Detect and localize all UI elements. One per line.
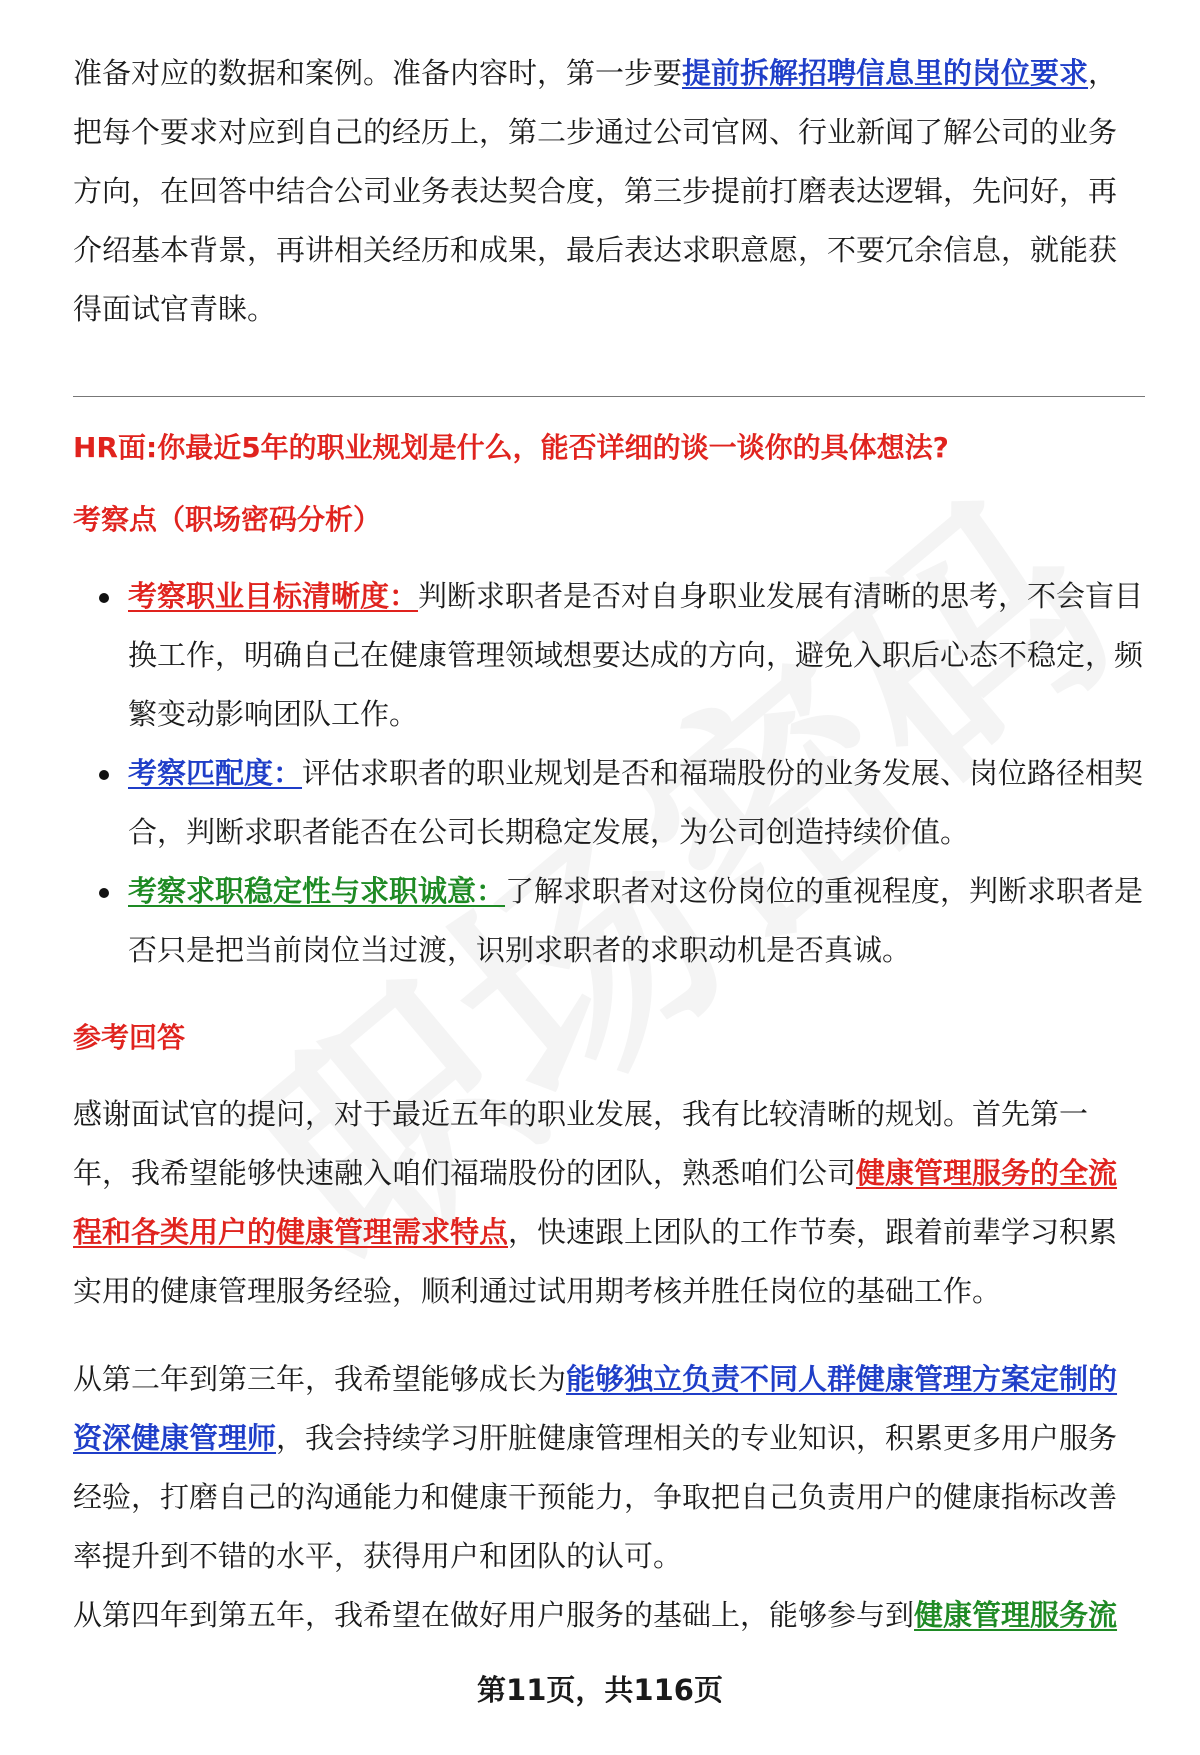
answer-paragraph-1 — [73, 1085, 1145, 1321]
intro-paragraph — [73, 44, 1145, 339]
list-item — [73, 862, 1145, 980]
answer-paragraph-3 — [73, 1586, 1145, 1645]
bullet-text: 了解求职者对这份岗位的重视程度，判断求职者是否只是把当前岗位当过渡，识别求职者的求职动机是否真诚。 — [128, 874, 1144, 967]
intro-text-1: 准备对应的数据和案例。准备内容时，第一步要 — [73, 56, 683, 90]
answer-text: ，我会持续学习肝脏健康管理相关的专业知识，积累更多用户服务经验，打磨自己的沟通能力和健康干预能力，争取把自己负责用户的健康指标改善率提升到不错的水平，获得用户和团队的认可。 — [73, 1421, 1118, 1573]
list-item — [73, 744, 1145, 862]
bullet-text: 评估求职者的职业规划是否和福瑞股份的业务发展、岗位路径相契合，判断求职者能否在公司长期稳定发展，为公司创造持续价值。 — [128, 756, 1144, 849]
answer-text: 从第四年到第五年，我希望在做好用户服务的基础上，能够参与到 — [73, 1598, 915, 1632]
question-heading: HR面:你最近5年的职业规划是什么，能否详细的谈一谈你的具体想法? — [73, 431, 949, 464]
answer-paragraph-2 — [73, 1350, 1145, 1586]
answer-highlight: 健康管理服务流 — [914, 1598, 1118, 1632]
analysis-list — [73, 567, 1145, 980]
answer-highlight: 能够独立负责不同人群健康管理方案定制的资深健康管理师 — [73, 1362, 1118, 1455]
answer-highlight: 健康管理服务的全流程和各类用户的健康管理需求特点 — [73, 1156, 1118, 1249]
bullet-text: 判断求职者是否对自身职业发展有清晰的思考，不会盲目换工作，明确自己在健康管理领域想要达成的方向，避免入职后心态不稳定，频繁变动影响团队工作。 — [128, 579, 1144, 731]
intro-text-2: ，把每个要求对应到自己的经历上，第二步通过公司官网、行业新闻了解公司的业务方向，在回答中结合公司业务表达契合度，第三步提前打磨表达逻辑，先问好，再介绍基本背景，再讲相关经历和成果，最后表达求职意愿，不要冗余信息，就能获得面试官青睐。 — [73, 56, 1118, 326]
list-item — [73, 567, 1145, 744]
answer-text: 感谢面试官的提问，对于最近五年的职业发展，我有比较清晰的规划。首先第一年，我希望能够快速融入咱们福瑞股份的团队，熟悉咱们公司 — [73, 1097, 1089, 1190]
bullet-label: 考察职业目标清晰度： — [128, 579, 419, 613]
intro-highlight: 提前拆解招聘信息里的岗位要求 — [682, 56, 1089, 90]
analysis-heading: 考察点（职场密码分析） — [73, 503, 382, 536]
answer-heading: 参考回答 — [73, 1021, 186, 1054]
section-divider — [73, 396, 1145, 397]
bullet-label: 考察求职稳定性与求职诚意： — [128, 874, 506, 908]
answer-text: ，快速跟上团队的工作节奏，跟着前辈学习积累实用的健康管理服务经验，顺利通过试用期考核并胜任岗位的基础工作。 — [73, 1215, 1118, 1308]
bullet-label: 考察匹配度： — [128, 756, 303, 790]
answer-text: 从第二年到第三年，我希望能够成长为 — [73, 1362, 567, 1396]
page-number: 第11页，共116页 — [477, 1673, 723, 1707]
